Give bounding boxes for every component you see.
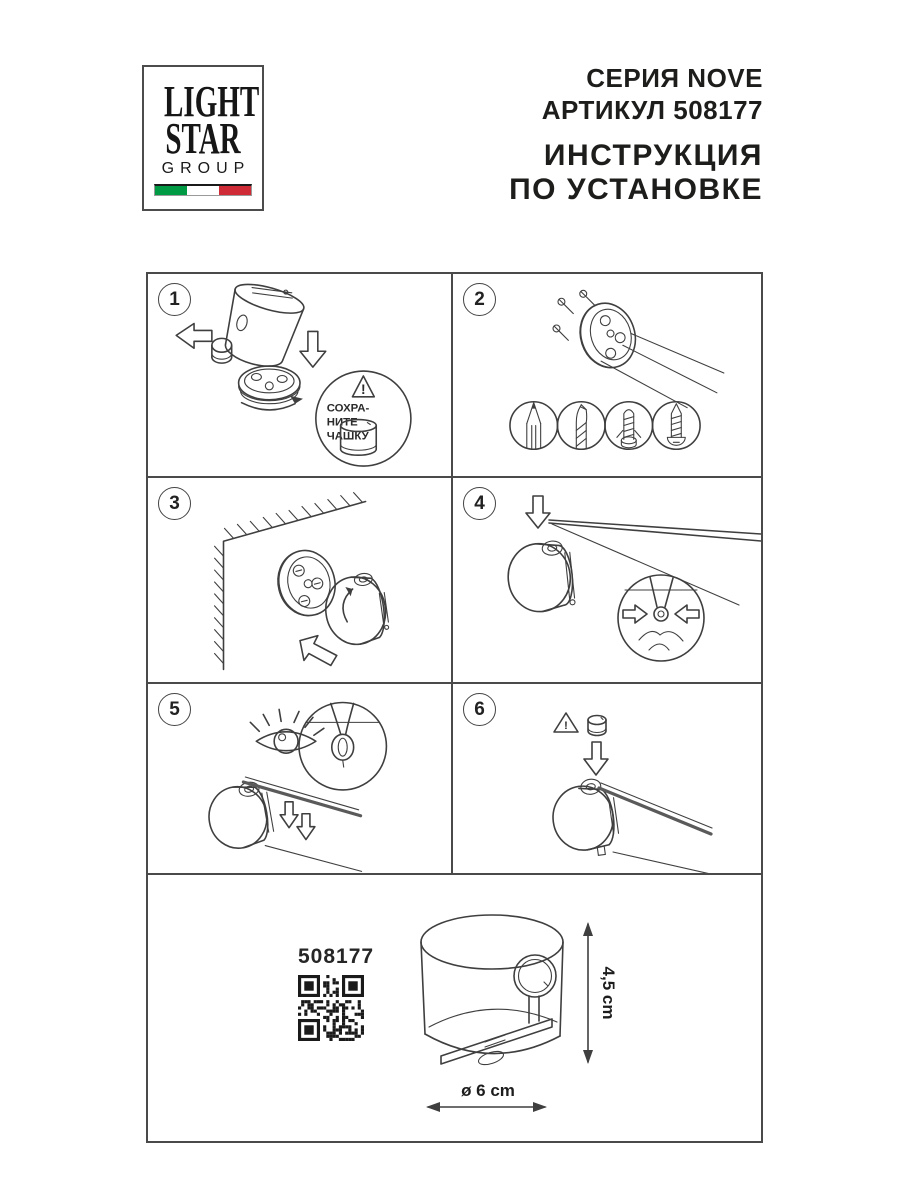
logo-word-star: STAR xyxy=(165,114,241,163)
cap-drawing xyxy=(212,338,232,363)
logo-word-light: LIGHT xyxy=(164,77,260,126)
product-info-panel xyxy=(148,875,761,1141)
arrow-down-icon xyxy=(526,496,550,528)
arrow-down-icon xyxy=(300,331,326,367)
diameter-label: ø 6 cm xyxy=(461,1081,515,1100)
keep-cup-callout xyxy=(316,371,411,466)
glass-edge-line xyxy=(265,846,361,872)
warning-icon xyxy=(554,713,578,732)
product-article-code: 508177 xyxy=(298,945,375,968)
drill-icon xyxy=(557,402,605,450)
pencil-icon xyxy=(510,402,558,450)
height-label: 4,5 cm xyxy=(599,966,618,1020)
arrow-down-icon xyxy=(584,742,608,775)
glass-panel-drawing xyxy=(549,520,761,605)
arrow-left-icon xyxy=(675,605,699,623)
base-cup-drawing xyxy=(239,366,300,404)
cap-icon xyxy=(588,716,606,736)
screw-small-icon xyxy=(553,290,595,340)
warning-icon xyxy=(352,376,374,397)
step-4-panel xyxy=(453,478,761,684)
lamp-body-drawing xyxy=(321,571,391,648)
step-5-panel xyxy=(148,684,453,875)
step-1-illustration xyxy=(148,274,451,476)
step-6-illustration xyxy=(453,684,761,873)
product-dimensions-drawing xyxy=(148,875,761,1141)
magnifier-detail-callout xyxy=(299,703,386,790)
flag-white-stripe xyxy=(187,186,219,195)
arrow-left-icon xyxy=(176,324,212,349)
lamp-body-drawing xyxy=(204,779,276,852)
flag-green-stripe xyxy=(155,186,187,195)
step-3-panel xyxy=(148,478,453,684)
fingers-drawing xyxy=(639,631,683,650)
step-6-panel xyxy=(453,684,761,875)
step-2-illustration xyxy=(453,274,761,476)
step-3-number: 3 xyxy=(158,487,191,520)
step-5-number: 5 xyxy=(158,693,191,726)
article-label: АРТИКУЛ 508177 xyxy=(541,95,763,125)
flag-red-stripe xyxy=(219,186,251,195)
step-4-number: 4 xyxy=(463,487,496,520)
arrow-down-icon-2 xyxy=(297,814,315,840)
italy-flag-bar xyxy=(154,184,252,196)
product-cylinder-drawing xyxy=(421,915,563,1067)
svg-text:!: ! xyxy=(361,380,366,397)
mounting-plate-drawing xyxy=(271,544,342,621)
step-5-illustration xyxy=(148,684,451,873)
wall-drawing xyxy=(215,493,366,670)
eye-icon xyxy=(250,709,324,753)
height-dimension xyxy=(583,922,618,1064)
arrow-right-icon xyxy=(623,605,647,623)
keep-cup-text-3: ЧАШКУ xyxy=(326,430,369,443)
arrow-up-left-icon xyxy=(300,636,337,666)
leader-lines xyxy=(601,333,724,407)
lamp-body-drawing xyxy=(505,539,576,614)
header xyxy=(420,62,763,207)
page-title-line1: ИНСТРУКЦИЯ xyxy=(543,139,763,172)
squeeze-detail-callout xyxy=(618,575,704,661)
glass-edge-line xyxy=(613,852,715,873)
step-2-panel xyxy=(453,274,761,478)
keep-cup-text-2: НИТЕ xyxy=(326,416,358,429)
screw-icon xyxy=(653,402,701,450)
step-3-illustration xyxy=(148,478,451,682)
step-1-number: 1 xyxy=(158,283,191,316)
series-label: СЕРИЯ NOVE xyxy=(586,63,763,93)
page-title-line2: ПО УСТАНОВКЕ xyxy=(509,173,763,206)
lamp-body-drawing xyxy=(217,277,308,374)
anchor-icon xyxy=(605,402,653,450)
lightstar-logo xyxy=(142,65,264,211)
step-1-panel xyxy=(148,274,453,478)
step-2-number: 2 xyxy=(463,283,496,316)
step-6-number: 6 xyxy=(463,693,496,726)
keep-cup-text-1: СОХРА- xyxy=(326,402,370,415)
lamp-body-drawing xyxy=(548,776,621,861)
logo-word-group: GROUP xyxy=(161,160,251,177)
arrow-down-icon xyxy=(280,802,298,828)
svg-text:!: ! xyxy=(564,720,568,732)
instruction-grid xyxy=(146,272,763,1143)
diameter-dimension xyxy=(426,1081,547,1112)
mounting-plate-drawing xyxy=(572,296,644,375)
step-4-illustration xyxy=(453,478,761,682)
